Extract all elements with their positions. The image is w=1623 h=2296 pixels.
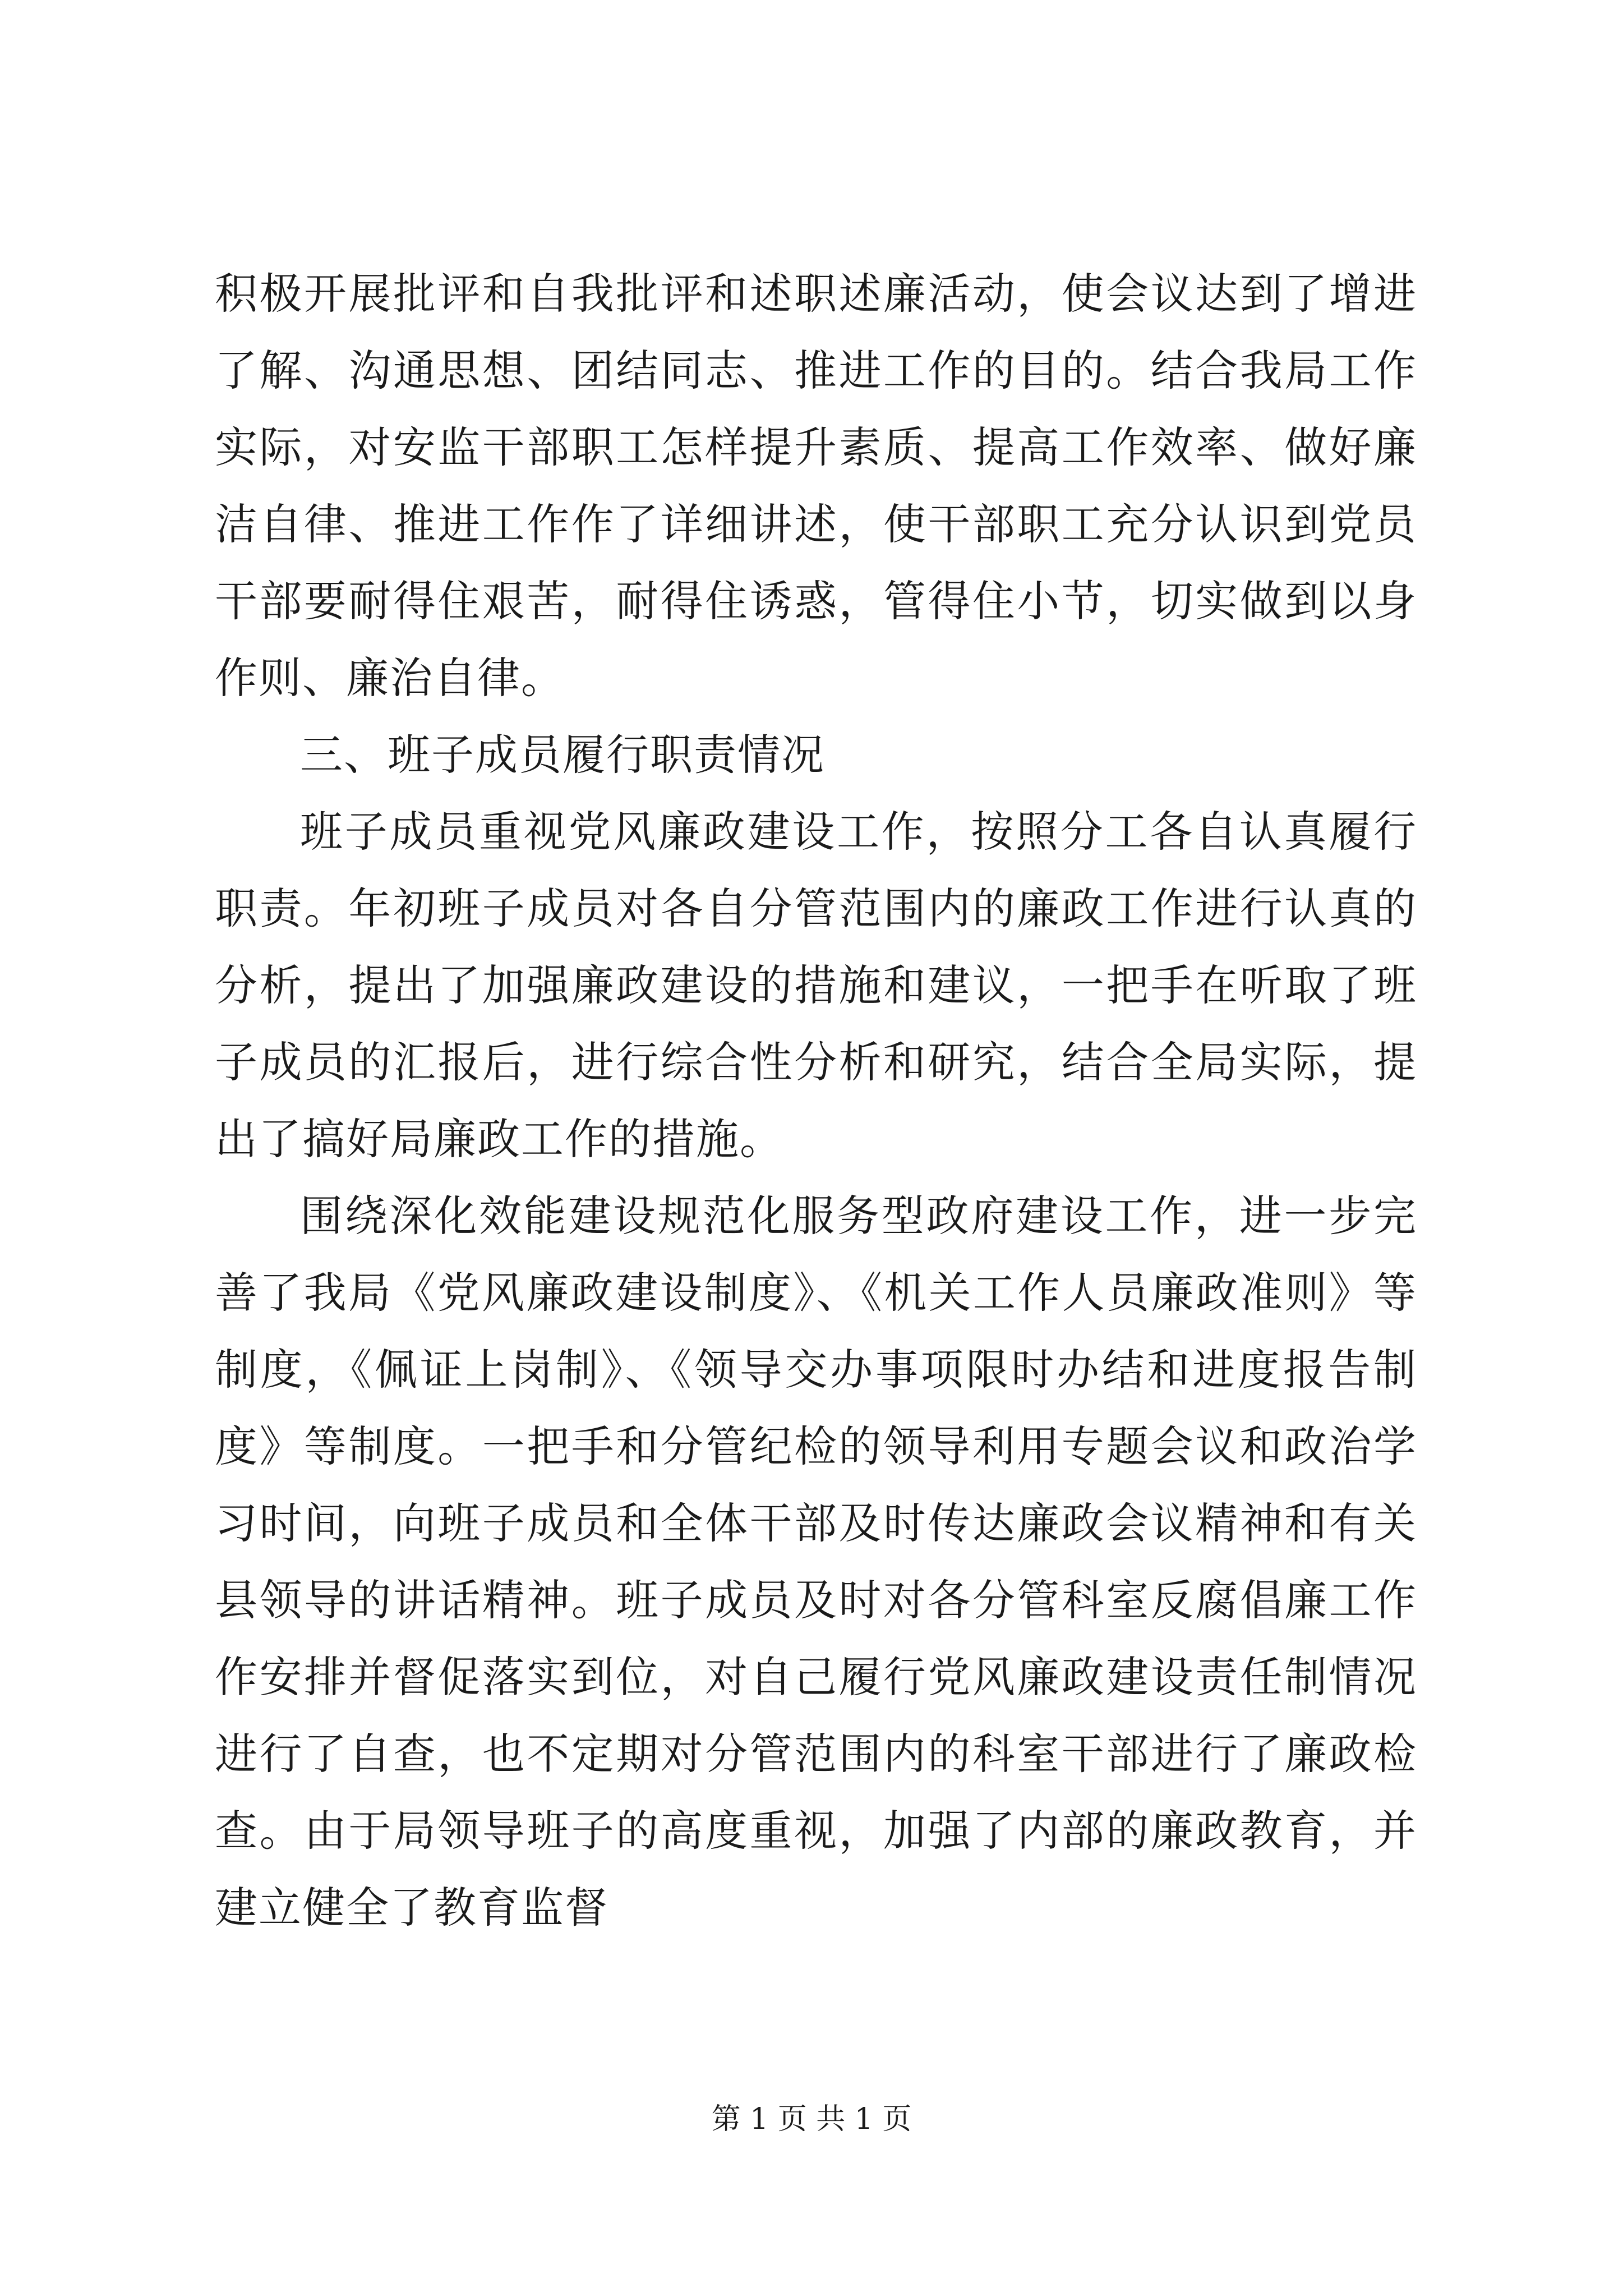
section-heading-leadership-duties: 三、班子成员履行职责情况 xyxy=(300,730,825,780)
paragraph-leadership-duties: 班子成员重视党风廉政建设工作，按照分工各自认真履行职责。年初班子成员对各自分管范围内的廉政工作进行认真的分析，提出了加强廉政建设的措施和建议，一把手在听取了班子成员的汇报后，进行综合性分析和研究，结合全局实际，提出了搞好局廉政工作的措施。 xyxy=(215,807,1417,1164)
paragraph-efficiency-building: 围绕深化效能建设规范化服务型政府建设工作，进一步完善了我局《党风廉政建设制度》、《机关工作人员廉政准则》等制度，《佩证上岗制》、《领导交办事项限时办结和进度报告制度》等制度。一把手和分管纪检的领导利用专题会议和政治学习时间，向班子成员和全体干部及时传达廉政会议精神和有关县领导的讲话精神。班子成员及时对各分管科室反腐倡廉工作作安排并督促落实到位，对自己履行党风廉政建设责任制情况进行了自查，也不定期对分管范围内的科室干部进行了廉政检查。由于局领导班子的高度重视，加强了内部的廉政教育，并建立健全了教育监督 xyxy=(215,1191,1417,1932)
paragraph-discipline-activities: 积极开展批评和自我批评和述职述廉活动，使会议达到了增进了解、沟通思想、团结同志、推进工作的目的。结合我局工作实际，对安监干部职工怎样提升素质、提高工作效率、做好廉洁自律、推进工作作了详细讲述，使干部职工充分认识到党员干部要耐得住艰苦，耐得住诱惑，管得住小节，切实做到以身作则、廉治自律。 xyxy=(215,269,1417,703)
page-footer: 第 1 页 共 1 页 xyxy=(711,2102,912,2136)
document-body xyxy=(215,255,1417,1946)
